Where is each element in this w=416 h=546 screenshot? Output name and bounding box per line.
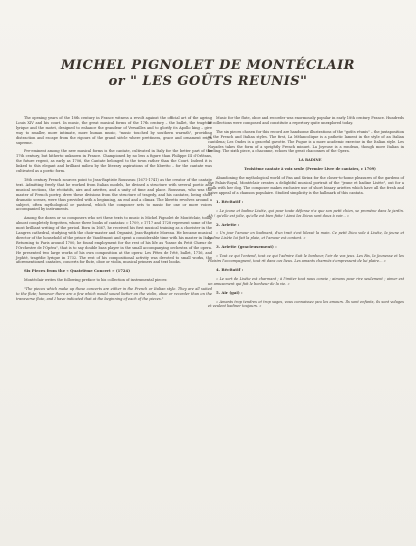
right-paragraph-1: Music for the flute, oboe and recorder was enormously popular in early 18th century France. Hundreds of collections were composed and constitute a repertory quite unexplored today. (208, 116, 404, 125)
section-3-verse: « Tout ce qui l'entend, tout ce qui l'admire Suit le bonheur, l'air de vos jeux. Les Ris, la Jeunesse et les Plaisirs l'accompagnent, tout rit dans ces lieux. Les amants charmés s'empressent de lui plaire... » (208, 254, 404, 264)
section-5-heading: 5. Air (gai) : (216, 289, 243, 295)
six-pieces-heading: Six Pieces from the « Quatrième Concert » (1724) (24, 268, 130, 274)
section-5-verse: « Amants trop tendres et trop sages, vous connaissez peu les amours. Ils sont enfants, ils sont volages et veulent badiner toujours. » (208, 299, 404, 309)
section-1-verse: « Le jeune et badine Lisète, qui pour toute défense n'a que son petit chien, se promène dans le jardin. Ah ! qu'elle est jolie, qu'elle est bien faite ! Ainsi les Dieux sont doux à voir... » (208, 208, 404, 218)
right-paragraph-3: Abandoning the mythological world of Pan and Sirinx for the closer-to-home pleasures of the gardens of the Palais-Royal, Montéclair creates a delightful musical portrait of the "jeune et badine Lisète", out for a walk with her dog. The composer makes exclusive use of short binary ariettes which have all the fresh and naive appeal of a chanson populaire. Studied simplicity is the hallmark of this cantata. (208, 176, 404, 195)
left-paragraph-2: Pre-eminent among the new musical forms is the cantate, cultivated in Italy for the better part of the 17th century, but hitherto unknown in France. Championed by no less a figure than Philippe III d'Orléans, the future regent, as early as 1706, the Cantate belonged to the town rather than the Court. Indeed it is linked to this elegant and brilliant milieu by the literary aspirations of the libretto – for the cantate was cultivated as a poetic form. (16, 149, 212, 174)
title-line-1: MICHEL PIGNOLET DE MONTÉCLAIR (61, 58, 355, 73)
cantata-subtitle: Troisième cantate à voix seule (Premier Livre de cantates, c 1709) (244, 167, 376, 172)
preface-quote: "The pieces which make up these concerts are either in the French or Italian style. They are all suited to the flute; however there are a few which would sound better on the violin, oboe or recorder than on the transverse flute, and I have indicated that at the beginning of each of the pieces." (16, 287, 212, 301)
section-3-heading: 3. Ariette (gracieusement) : (216, 244, 277, 250)
title-line-2: or " LES GOÛTS REUNIS" (108, 74, 308, 89)
section-4-heading: 4. Récitatif : (216, 266, 244, 272)
section-2-verse: « Un jour l'amour en badinant, d'un trait s'est blessé la main. Ce petit Dieu vole à Lisète, la jeune et badine Lisète lui fait la plaie, et l'amour est content. » (208, 231, 404, 241)
cantata-title: LA BADINE (298, 158, 322, 163)
left-paragraph-1: The opening years of the 18th century in France witness a revolt against the official art of the ageing Louis XIV and his court. In music, the great musical forms of the 17th century – the ballet, the tragédie lyrique and the motet, designed to enhance the grandeur of Versailles and to glorify its Apollo king – give way to smaller, more intimate, more human music, "music touched by southern warmth", providing distraction and escape from the rigours of the grand siècle where prettiness, grace and ornament reign supreme. (16, 116, 212, 145)
left-paragraph-5: Montéclair writes the following preface to his collection of instrumental pieces: (24, 278, 168, 283)
right-paragraph-2: The six pieces chosen for this record are handsome illustrations of the "goûts réunis" – the juxtaposition of the French and Italian styles. The first, La Mélancolique is a pathetic lament in the style of an Italian cantilena; Les Ondes is a graceful gavotte. The Fugue is a more academic exercise in the Italian style. Les Nayades takes the form of a sprightly French minuet. La Joyeuse is a rondeau, though more Italian in feeling. The sixth piece, a chaconne, echoes the great chaconnes of the Opera. (208, 129, 404, 154)
left-paragraph-4: Among the dozen or so composers who set these texts to music is Michel Pignolet de Montéclair, today almost completely forgotten, whose three books of cantatas: c 1709, c 1717 and 1728 represent some of the most brilliant writing of the period. Born in 1667, he received his first musical training as a chorister in the Langres cathedral, studying with the choir-master and Organist, Jean-Baptiste Moreau. He became musical director of the household of the prince de Vaudémont and spent a considerable time with his master in Italy. Returning to Paris around 1700, he found employment for the rest of his life as "basse du Petit Chœur de l'Orchestre de l'Opéra", that is to say double bass player in the small accompanying orchestra of the opera. He presented two large works of his own composition at the opera: Les Fêtes de l'été, ballet, 1716, and Jephté, tragédie lyrique in 1732. The rest of his compositional activity was devoted to small works, the aforementioned cantates, concerts for flute, oboe or violin, musical primers and text books. (16, 216, 212, 265)
section-2-heading: 2. Ariette : (216, 221, 240, 227)
right-column (208, 116, 404, 313)
section-1-heading: 1. Récitatif : (216, 198, 244, 204)
left-column (16, 116, 212, 306)
left-paragraph-3: 18th century French sources point to Jean-Baptiste Rousseau (1671-1741) as the creator of the cantate text. Admitting freely that he worked from Italian models, he divined a structure with several poetic and musical sections, the récitatifs, airs and ariettes, and a unity of time and place. Rousseau, who was the master of French poetry, drew these divisions from the structure of tragedy, and his cantates, being short dramatic scenes, were thus provided with a beginning, an end and a climax. The libretto revolves around a subject, often mythological or pastoral, which the composer sets to music for one or more voices accompanied by instruments. (16, 177, 212, 212)
section-4-verse: « Le sort de Lisète est charmant ; à l'imiter tout nous convie ; aimons pour rire seulement ; aimer est un amusement qui fait le bonheur de la vie. » (208, 276, 404, 286)
